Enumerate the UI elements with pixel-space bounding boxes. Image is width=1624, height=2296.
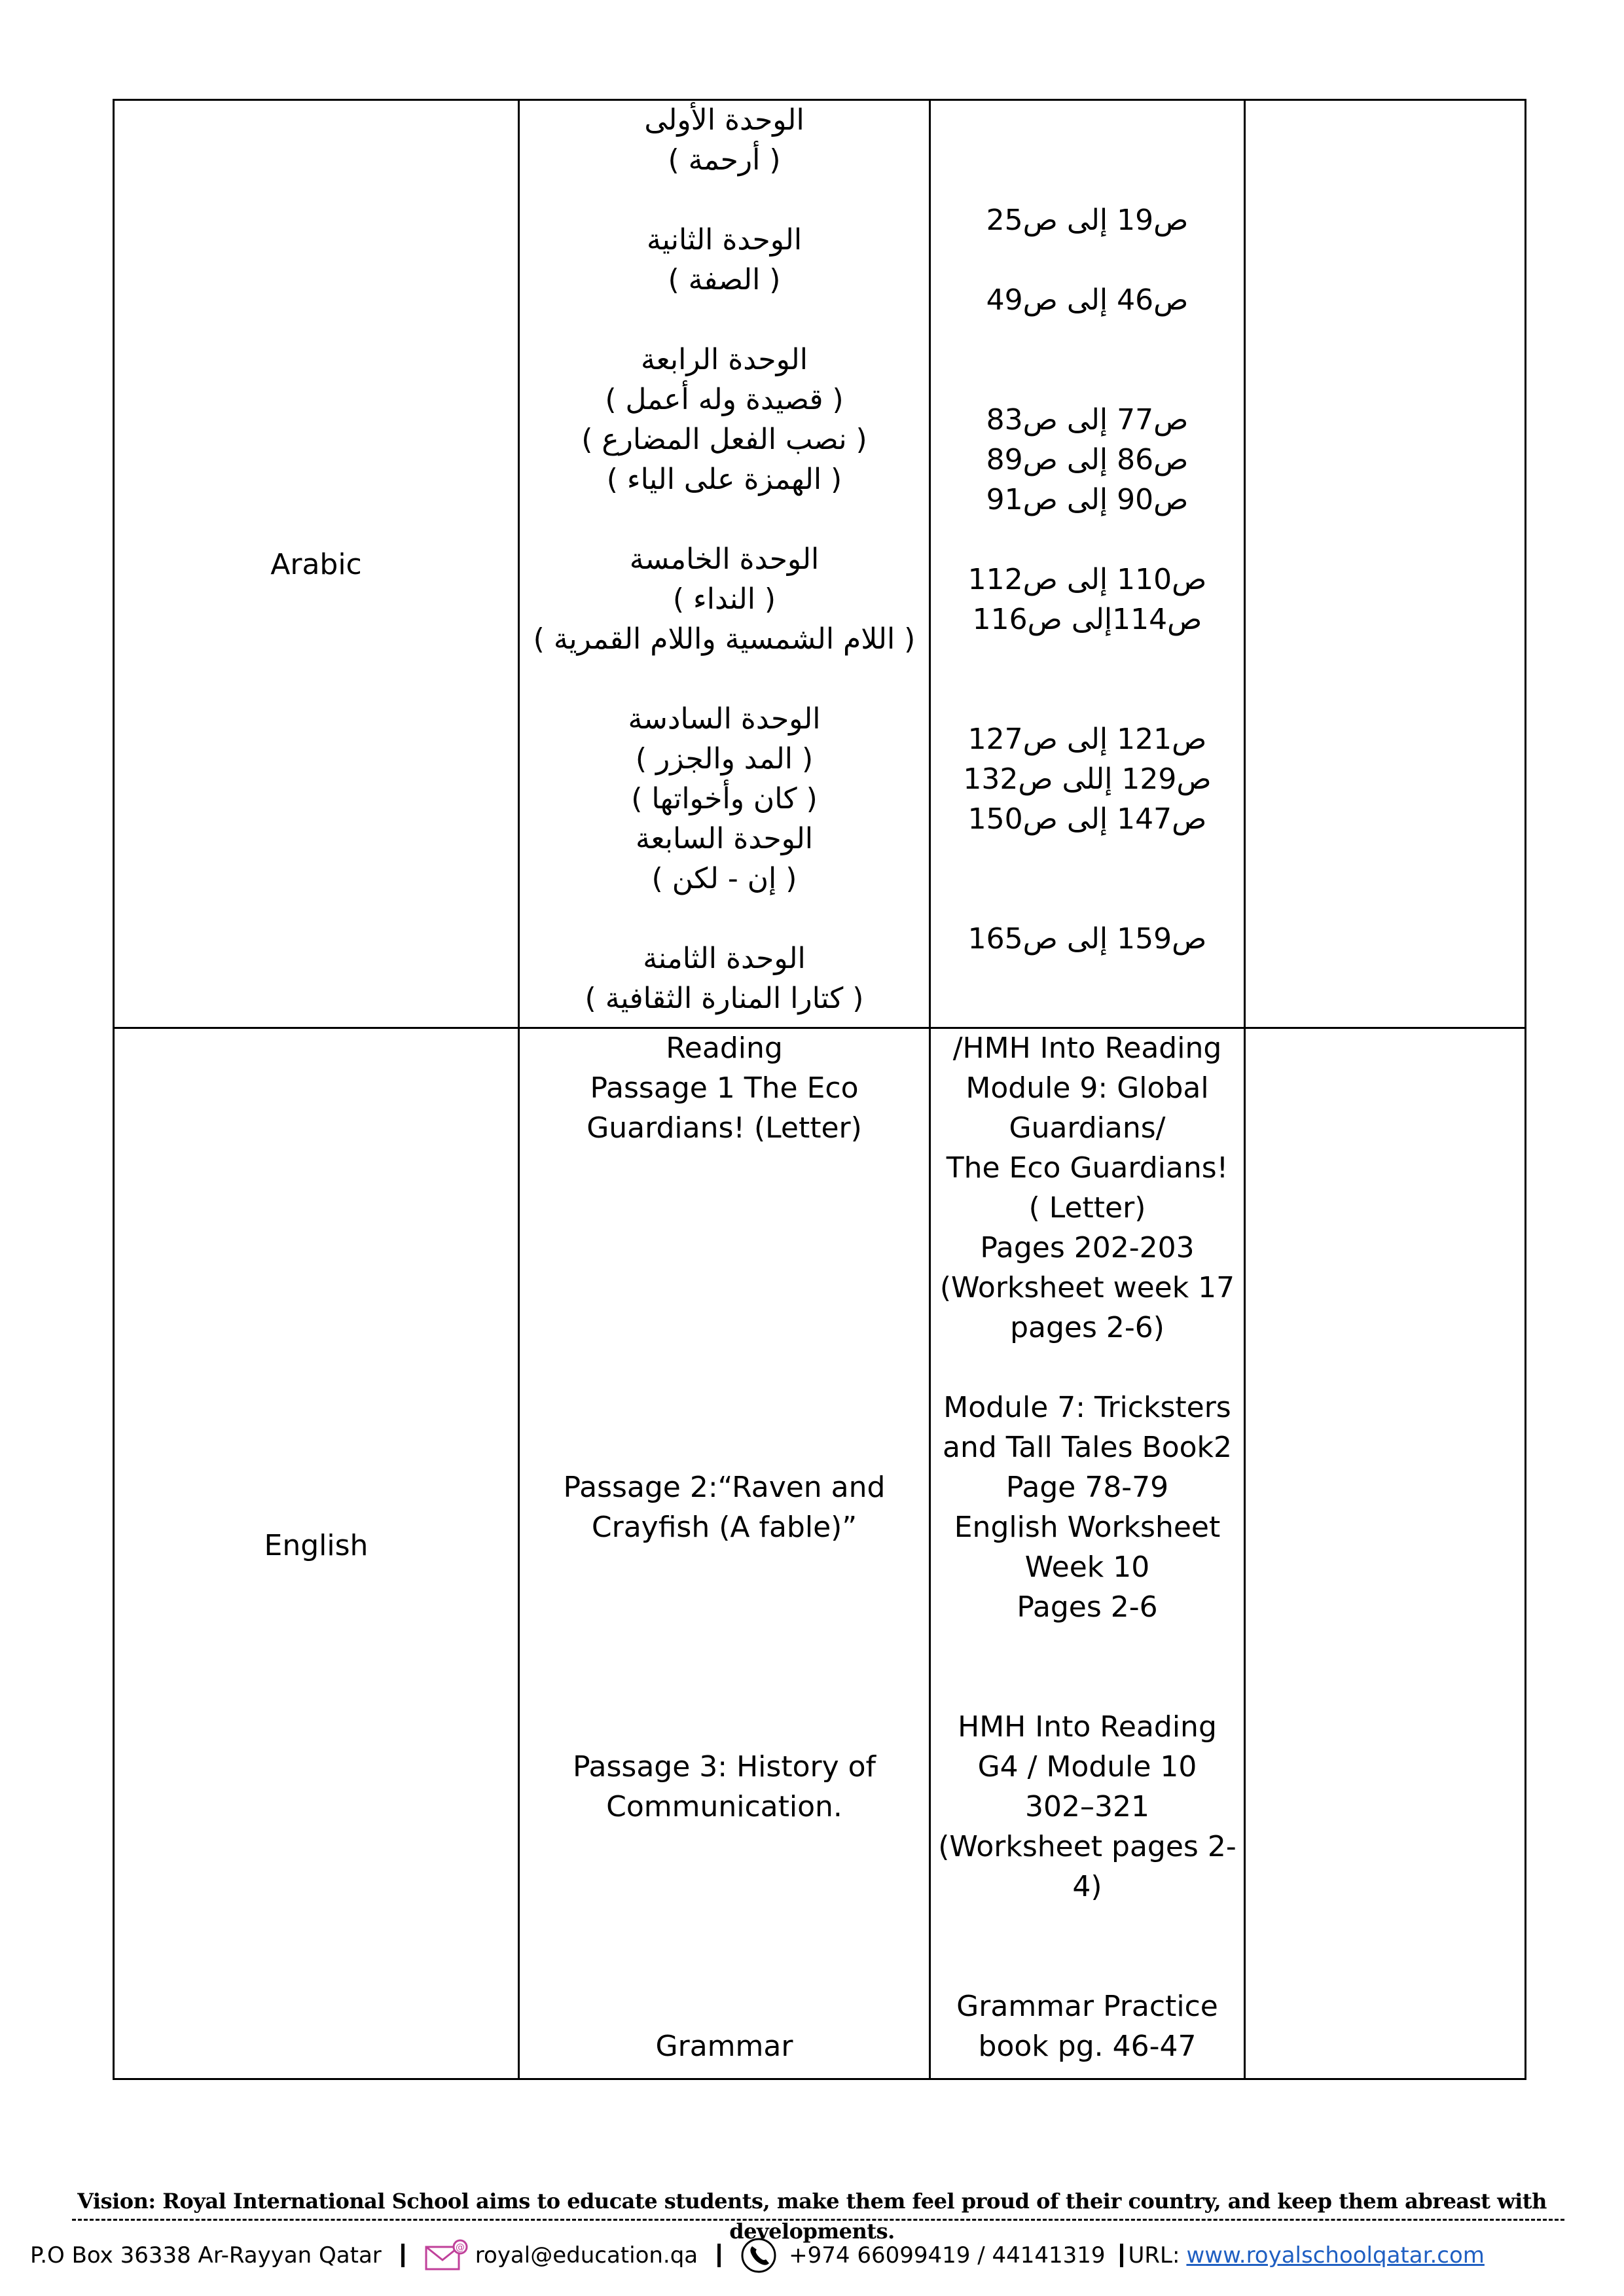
vision-statement: Vision: Royal International School aims to educate students, make them feel proud of their country, and keep them abreast with developments. <box>77 2189 1547 2244</box>
page-line: English Worksheet <box>954 1511 1221 1544</box>
topic-line: الوحدة السادسة <box>628 702 821 736</box>
page-range: ص19 إلى ص25 <box>986 204 1189 237</box>
topic-line: الوحدة الثامنة <box>643 942 806 975</box>
empty-cell <box>1245 100 1526 1028</box>
page-line: ( Letter) <box>1028 1191 1146 1225</box>
topic-line: ( المد والجزر ) <box>635 742 814 776</box>
page-line: Pages 202-203 <box>980 1231 1195 1265</box>
page-range: ص77 إلى ص83 <box>986 403 1189 437</box>
phone-number: +974 66099419 / 44141319 <box>789 2242 1106 2269</box>
po-box: P.O Box 36338 Ar-Rayyan Qatar <box>30 2242 382 2269</box>
page-range: ص121 إلى ص127 <box>967 723 1207 756</box>
page-line: (Worksheet pages 2- <box>938 1830 1236 1863</box>
topic-line: ( اللام الشمسية واللام القمرية ) <box>533 622 916 656</box>
page-line: Module 9: Global <box>965 1071 1209 1105</box>
page-range: ص114إلى ص116 <box>972 603 1202 636</box>
topic-line: Passage 2:“Raven and <box>563 1471 886 1504</box>
topic-line: Passage 3: History of <box>572 1750 876 1784</box>
page-line: book pg. 46-47 <box>978 2030 1197 2063</box>
page-line: Week 10 <box>1024 1551 1150 1584</box>
footer-divider <box>72 2219 1564 2221</box>
topic-line: ( أرحمة ) <box>668 143 781 177</box>
topic-line: Crayfish (A fable)” <box>591 1511 857 1544</box>
page-range: ص159 إلى ص165 <box>967 922 1207 956</box>
topic-line: Passage 1 The Eco <box>590 1071 859 1105</box>
topic-line: ( الصفة ) <box>668 263 781 296</box>
topic-line: Communication. <box>606 1790 842 1823</box>
page-line: The Eco Guardians! <box>946 1151 1229 1185</box>
subject-label: Arabic <box>270 548 362 581</box>
pages-cell-english <box>930 1028 1245 2079</box>
subject-cell-arabic <box>114 100 519 1028</box>
page-line: Module 7: Tricksters <box>943 1391 1231 1424</box>
separator <box>1120 2244 1123 2267</box>
page-range: ص147 إلى ص150 <box>967 802 1207 836</box>
page-line: and Tall Tales Book2 <box>942 1431 1233 1464</box>
page-line: G4 / Module 10 <box>977 1750 1197 1784</box>
topic-line: ( إن - لكن ) <box>651 862 797 895</box>
topic-line: ( قصيدة وله أعمل ) <box>605 383 844 416</box>
page-range: ص129 إللى ص132 <box>963 762 1212 796</box>
topic-line: الوحدة الثانية <box>646 223 803 257</box>
separator <box>717 2244 721 2267</box>
subject-label: English <box>264 1529 369 1562</box>
page-line: 302–321 <box>1025 1790 1149 1823</box>
topic-line: الوحدة الأولى <box>644 103 804 137</box>
page-line: Guardians/ <box>1009 1111 1166 1145</box>
website-link[interactable]: www.royalschoolqatar.com <box>1186 2242 1485 2269</box>
table-row-arabic <box>114 100 1526 1028</box>
page-line: (Worksheet week 17 <box>939 1271 1235 1304</box>
url-label: URL: <box>1128 2242 1180 2269</box>
topic-line: ( نصب الفعل المضارع ) <box>581 423 867 456</box>
topic-line: Guardians! (Letter) <box>586 1111 862 1145</box>
topic-line: الوحدة الخامسة <box>629 543 820 576</box>
topic-line: ( الهمزة على الياء ) <box>606 463 842 496</box>
page-line: HMH Into Reading <box>958 1710 1217 1744</box>
page-range: ص46 إلى ص49 <box>986 283 1189 317</box>
separator <box>401 2244 405 2267</box>
syllabus-table <box>113 99 1526 2080</box>
contact-line <box>30 2237 1485 2274</box>
page-line: Pages 2-6 <box>1017 1590 1158 1624</box>
page-range: ص86 إلى ص89 <box>986 443 1189 476</box>
pages-cell-arabic <box>930 100 1245 1028</box>
page-line: pages 2-6) <box>1010 1311 1164 1344</box>
topic-line: الوحدة الرابعة <box>641 343 808 376</box>
table-row-english <box>114 1028 1526 2079</box>
page-line: /HMH Into Reading <box>952 1031 1222 1065</box>
topic-line: Reading <box>666 1031 783 1065</box>
topic-line: ( كان وأخواتها ) <box>631 782 818 816</box>
email-icon <box>424 2239 470 2272</box>
page-line: 4) <box>1072 1870 1102 1903</box>
email-address[interactable]: royal@education.qa <box>475 2242 698 2269</box>
topic-line: ( كتارا المنارة الثقافية ) <box>585 982 864 1015</box>
empty-cell <box>1245 1028 1526 2079</box>
subject-cell-english <box>114 1028 519 2079</box>
topics-cell-arabic <box>519 100 930 1028</box>
topic-line: ( النداء ) <box>672 583 776 616</box>
topic-line: الوحدة السابعة <box>635 822 814 855</box>
page-line: Page 78-79 <box>1005 1471 1169 1504</box>
topic-line: Grammar <box>655 2030 793 2063</box>
topics-cell-english <box>519 1028 930 2079</box>
page-range: ص90 إلى ص91 <box>986 483 1189 516</box>
page-line: Grammar Practice <box>956 1990 1218 2023</box>
page-range: ص110 إلى ص112 <box>967 563 1207 596</box>
svg-text:@: @ <box>455 2242 465 2253</box>
phone-icon <box>740 2237 777 2274</box>
